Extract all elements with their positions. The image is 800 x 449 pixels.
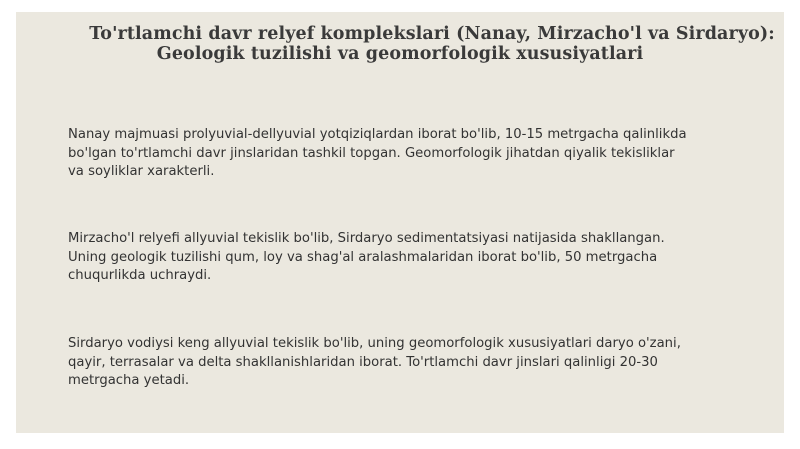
paragraph-line: Nanay majmuasi prolyuvial-dellyuvial yotqiziqlardan iborat bo'lib, 10-15 metrgacha qalinlikda [68,127,687,142]
paragraph-line: Mirzacho'l relyefi allyuvial tekislik bo'lib, Sirdaryo sedimentatsiyasi natijasida shakllangan. [68,231,665,246]
paragraph-line: Uning geologik tuzilishi qum, loy va shag'al aralashmalaridan iborat bo'lib, 50 metrgacha [68,249,658,265]
paragraph-sirdaryo [68,335,748,391]
paragraph-line: chuqurlikda uchraydi. [68,268,212,283]
slide [16,12,784,433]
paragraph-nanay [68,126,748,182]
slide-title-line-2: Geologik tuzilishi va geomorfologik xususiyatlari [156,44,644,64]
slide-title [16,24,784,64]
paragraph-line: qayir, terrasalar va delta shakllanishlaridan iborat. To'rtlamchi davr jinslari qalinligi 20-30 [68,354,658,370]
paragraph-line: bo'lgan to'rtlamchi davr jinslaridan tashkil topgan. Geomorfologik jihatdan qiyalik tekisliklar [68,145,675,161]
paragraph-line: Sirdaryo vodiysi keng allyuvial tekislik bo'lib, uning geomorfologik xususiyatlari daryo o'zani, [68,336,681,351]
slide-title-line-1: To'rtlamchi davr relyef komplekslari (Nanay, Mirzacho'l va Sirdaryo): [89,24,775,44]
paragraph-mirzachol [68,230,748,286]
paragraph-line: metrgacha yetadi. [68,373,190,388]
paragraph-line: va soyliklar xarakterli. [68,164,215,179]
